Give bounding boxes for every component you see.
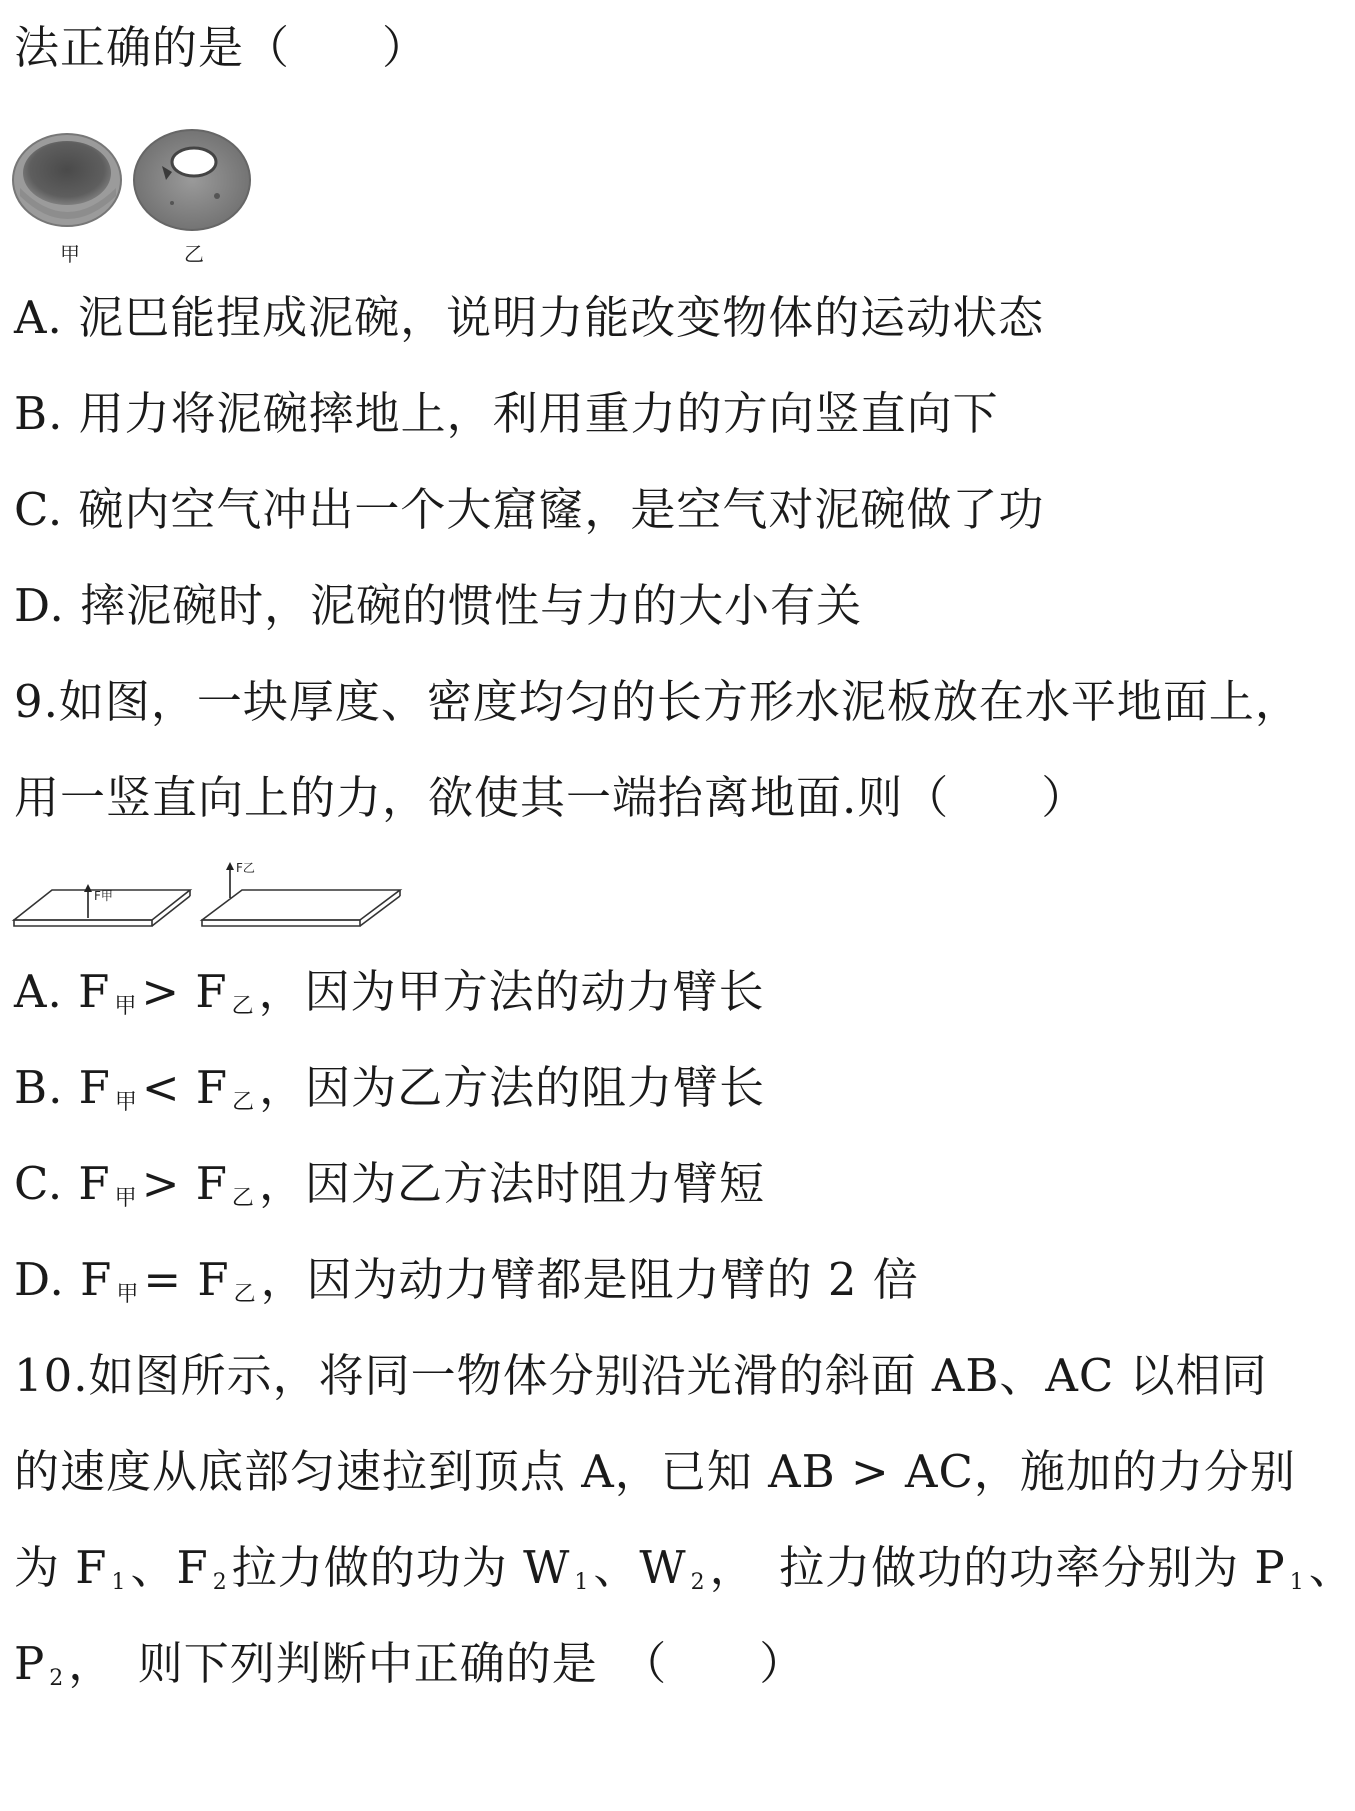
q9-option-b — [14, 1058, 765, 1133]
slab-figure — [12, 860, 404, 932]
subscript: 2 — [212, 1570, 228, 1595]
q8-option-b: B. 用力将泥碗摔地上，利用重力的方向竖直向下 — [14, 387, 999, 440]
subscript: 乙 — [232, 1090, 256, 1115]
slab-b — [202, 890, 400, 926]
subscript: 1 — [111, 1570, 127, 1595]
subscript: 2 — [49, 1666, 65, 1691]
force-label-a: F甲 — [94, 889, 113, 903]
text-segment: ， 则下列判断中正确的是 （ ） — [68, 1637, 806, 1690]
option-prefix: A. F — [14, 965, 111, 1018]
option-reason: ，因为动力臂都是阻力臂的 2 倍 — [260, 1253, 919, 1306]
bowl-b-caption: 乙 — [184, 242, 204, 266]
subscript: 甲 — [114, 1186, 138, 1211]
relation: < F — [141, 1061, 229, 1114]
force-arrow-a — [84, 884, 92, 918]
text-segment: 、 — [1308, 1541, 1355, 1594]
option-reason: ，因为甲方法的动力臂长 — [258, 965, 765, 1018]
mud-bowls-figure — [12, 118, 272, 266]
text-segment: 、W — [593, 1541, 687, 1594]
q10-stem-line3 — [14, 1538, 1355, 1613]
force-label-b: F乙 — [236, 861, 255, 875]
subscript: 甲 — [114, 994, 138, 1019]
relation: > F — [141, 1157, 228, 1210]
q9-option-d — [14, 1250, 919, 1325]
q10-stem-line4 — [14, 1634, 805, 1709]
text-segment: 、F — [130, 1541, 209, 1594]
q9-option-c — [14, 1154, 765, 1229]
option-reason: ，因为乙方法时阻力臂短 — [258, 1157, 765, 1210]
q8-option-c: C. 碗内空气冲出一个大窟窿，是空气对泥碗做了功 — [14, 483, 1045, 536]
relation: = F — [143, 1253, 230, 1306]
q8-option-a: A. 泥巴能捏成泥碗，说明力能改变物体的运动状态 — [14, 291, 1045, 344]
subscript: 甲 — [116, 1282, 140, 1307]
text-segment: 拉力做的功为 W — [231, 1541, 571, 1594]
bowl-a-image — [13, 134, 121, 226]
text-segment: 为 F — [14, 1541, 108, 1594]
option-reason: ，因为乙方法的阻力臂长 — [259, 1061, 766, 1114]
subscript: 乙 — [231, 1186, 255, 1211]
q10-stem-line1: 10.如图所示，将同一物体分别沿光滑的斜面 AB、AC 以相同 — [14, 1349, 1268, 1402]
option-prefix: D. F — [14, 1253, 113, 1306]
q9-option-a — [14, 962, 765, 1037]
bowl-a-caption: 甲 — [60, 242, 80, 266]
q8-option-d: D. 摔泥碗时，泥碗的惯性与力的大小有关 — [14, 579, 863, 632]
text-segment: P — [14, 1637, 46, 1690]
q9-stem-line2: 用一竖直向上的力，欲使其一端抬离地面.则（ ） — [14, 771, 1088, 824]
option-prefix: B. F — [14, 1061, 111, 1114]
subscript: 乙 — [231, 994, 255, 1019]
question-continuation: 法正确的是（ ） — [14, 21, 429, 74]
subscript: 甲 — [114, 1090, 138, 1115]
relation: > F — [141, 965, 228, 1018]
option-prefix: C. F — [14, 1157, 111, 1210]
force-arrow-b — [226, 862, 234, 898]
subscript: 2 — [690, 1570, 706, 1595]
subscript: 乙 — [233, 1282, 257, 1307]
subscript: 1 — [1289, 1570, 1305, 1595]
q10-stem-line2: 的速度从底部匀速拉到顶点 A，已知 AB > AC，施加的力分别 — [14, 1445, 1296, 1498]
text-segment: ， 拉力做功的功率分别为 P — [709, 1541, 1286, 1594]
q9-stem-line1: 9.如图，一块厚度、密度均匀的长方形水泥板放在水平地面上， — [14, 675, 1301, 728]
subscript: 1 — [574, 1570, 590, 1595]
bowl-b-image — [134, 130, 250, 230]
